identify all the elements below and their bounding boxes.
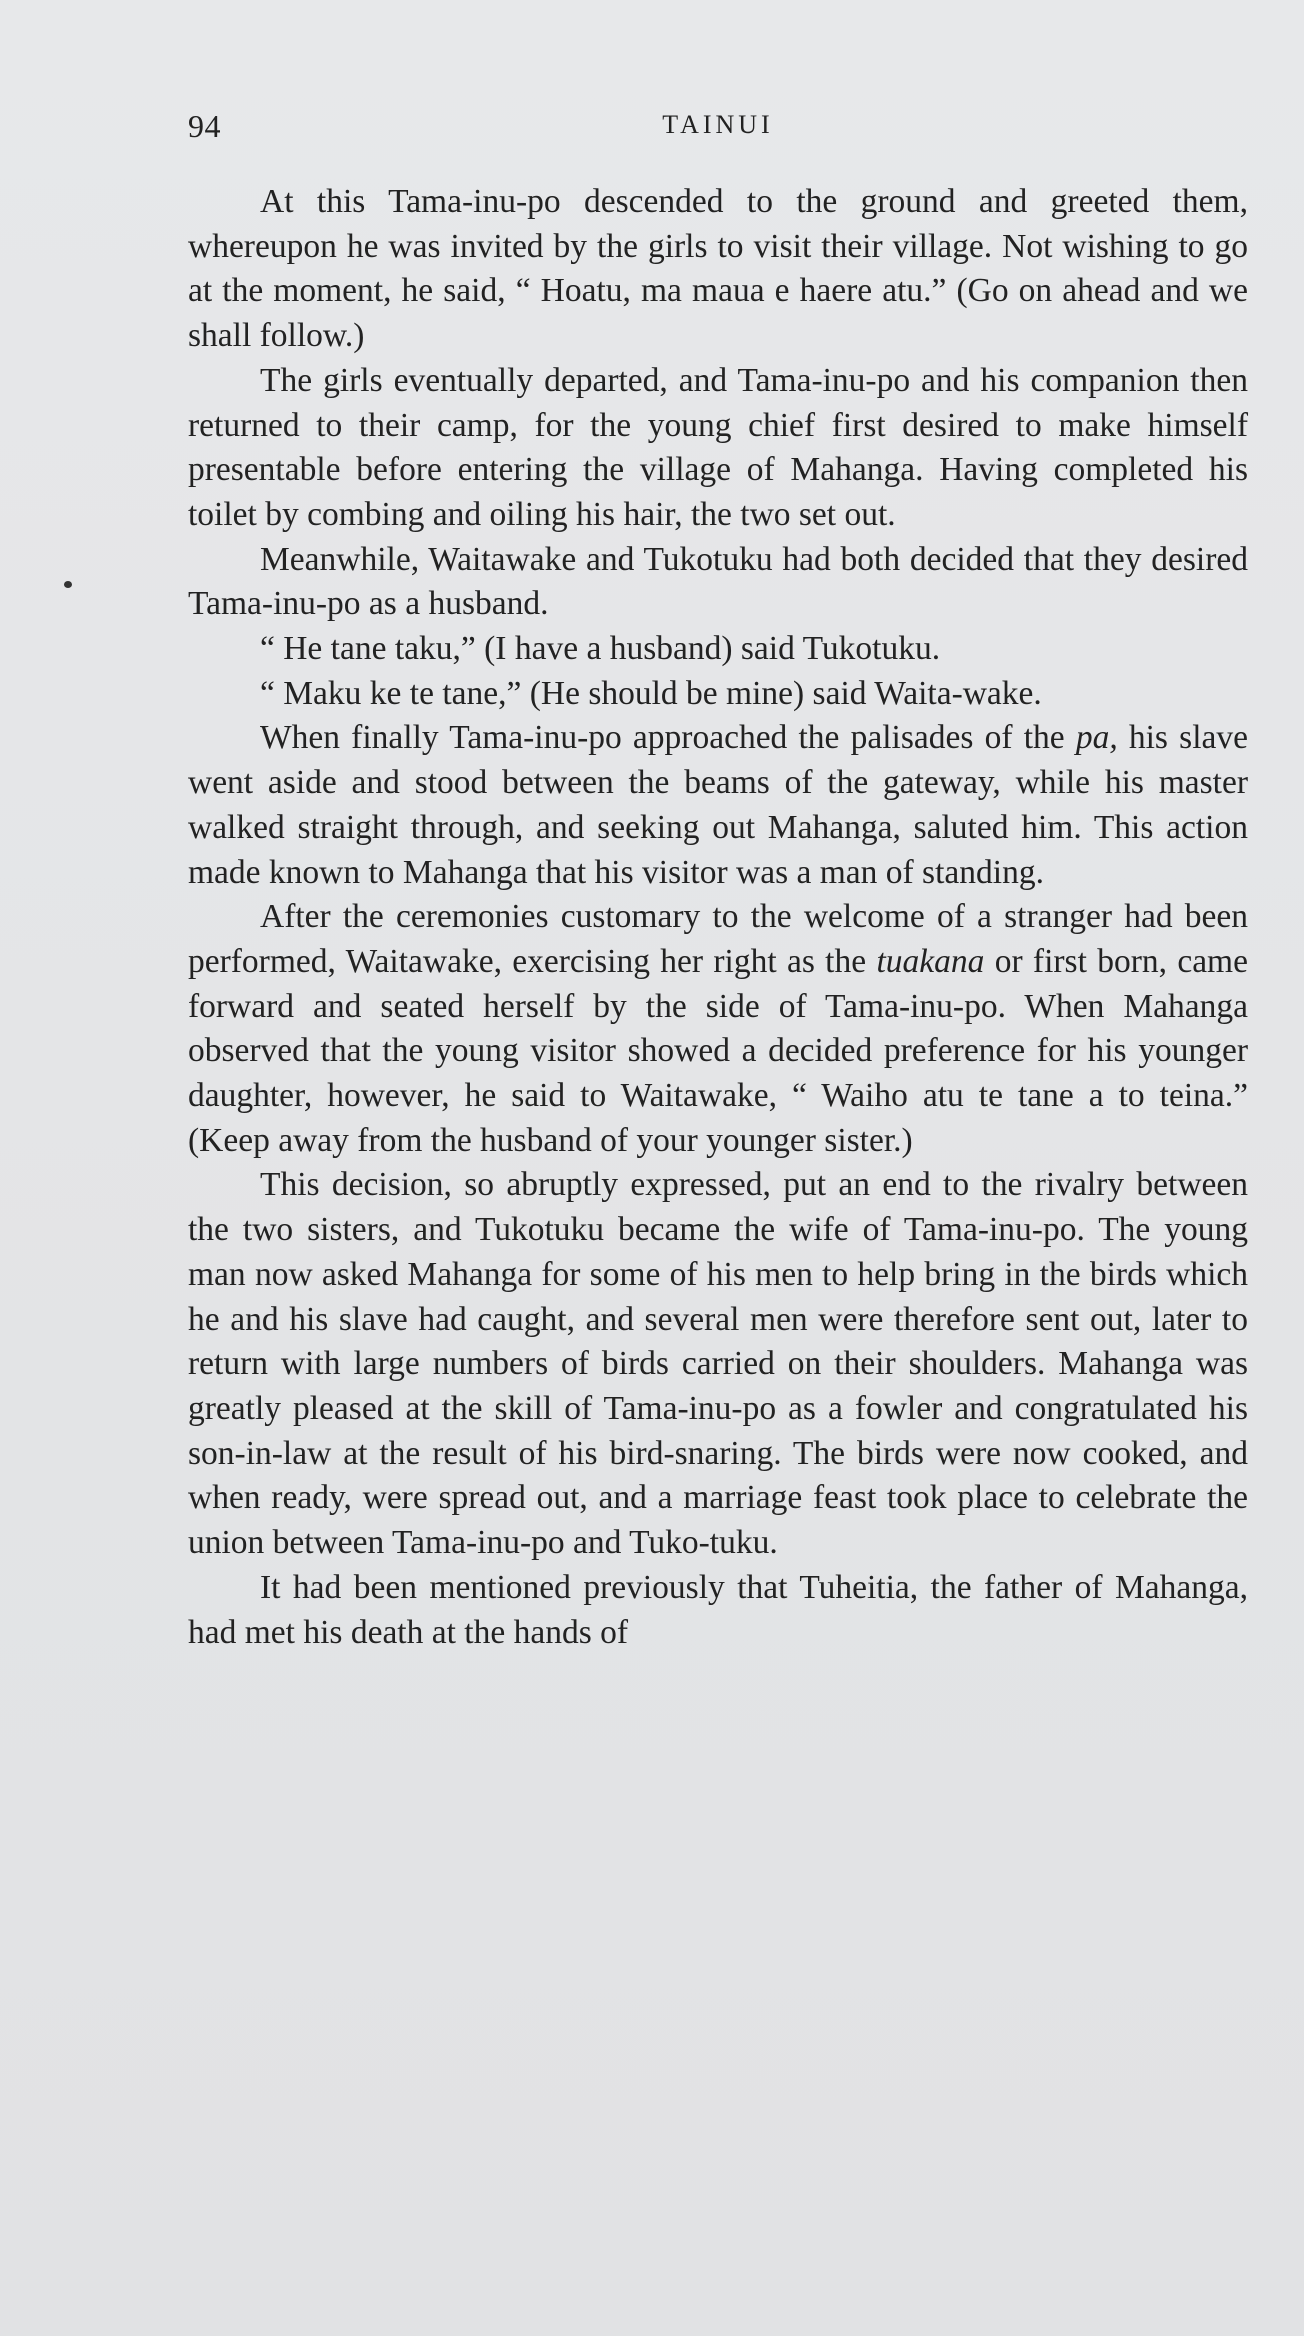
- body-text: [188, 180, 1248, 1655]
- paragraph: Meanwhile, Waitawake and Tukotuku had both decided that they desired Tama-inu-po as a husband.: [188, 540, 1248, 623]
- paragraph: It had been mentioned previously that Tuheitia, the father of Mahanga, had met his death at the hands of: [188, 1568, 1248, 1651]
- italic-term: pa,: [1075, 719, 1118, 757]
- running-head: TAINUI: [662, 110, 774, 139]
- paragraph: The girls eventually departed, and Tama-inu-po and his companion then returned to their camp, for the young chief first desired to make himself presentable before entering the village of Mahanga. Having completed his toilet by combing and oiling his hair, the two set out.: [188, 361, 1248, 533]
- italic-term: tuakana: [876, 942, 985, 980]
- margin-mark: [64, 581, 72, 588]
- paragraph: This decision, so abruptly expressed, put an end to the rivalry between the two sisters, and Tukotuku became the wife of Tama-inu-po. The young man now asked Mahanga for some of his men to help bring in the birds which he and his slave had caught, and several men were therefore sent out, later to return with large numbers of birds carried on their shoulders. Mahanga was greatly pleased at the skill of Tama-inu-po as a fowler and congratulated his son-in-law at the result of his bird-snaring. The birds were now cooked, and when ready, were spread out, and a marriage feast took place to celebrate the union between Tama-inu-po and Tuko-tuku.: [188, 1166, 1248, 1562]
- paragraph: “ He tane taku,” (I have a husband) said Tukotuku.: [260, 630, 941, 668]
- paragraph: At this Tama-inu-po descended to the ground and greeted them, whereupon he was invited by the girls to visit their village. Not wishing to go at the moment, he said, “ Hoatu, ma maua e haere atu.” (Go on ahead and we shall follow.): [188, 183, 1248, 355]
- paragraph: When finally Tama-inu-po approached the palisades of the pa, his slave went aside and stood between the beams of the gateway, while his master walked straight through, and seeking out Mahanga, saluted him. This action made known to Mahanga that his visitor was a man of standing.: [188, 719, 1248, 891]
- page-header: [188, 108, 1248, 148]
- page-number: 94: [188, 108, 221, 144]
- paragraph: “ Maku ke te tane,” (He should be mine) said Waita-wake.: [260, 674, 1042, 712]
- paragraph: After the ceremonies customary to the welcome of a stranger had been performed, Waitawake, exercising her right as the tuakana or first born, came forward and seated herself by the side of Tama-inu-po. When Mahanga observed that the young visitor showed a decided preference for his younger daughter, however, he said to Waitawake, “ Waiho atu te tane a to teina.” (Keep away from the husband of your younger sister.): [188, 898, 1248, 1159]
